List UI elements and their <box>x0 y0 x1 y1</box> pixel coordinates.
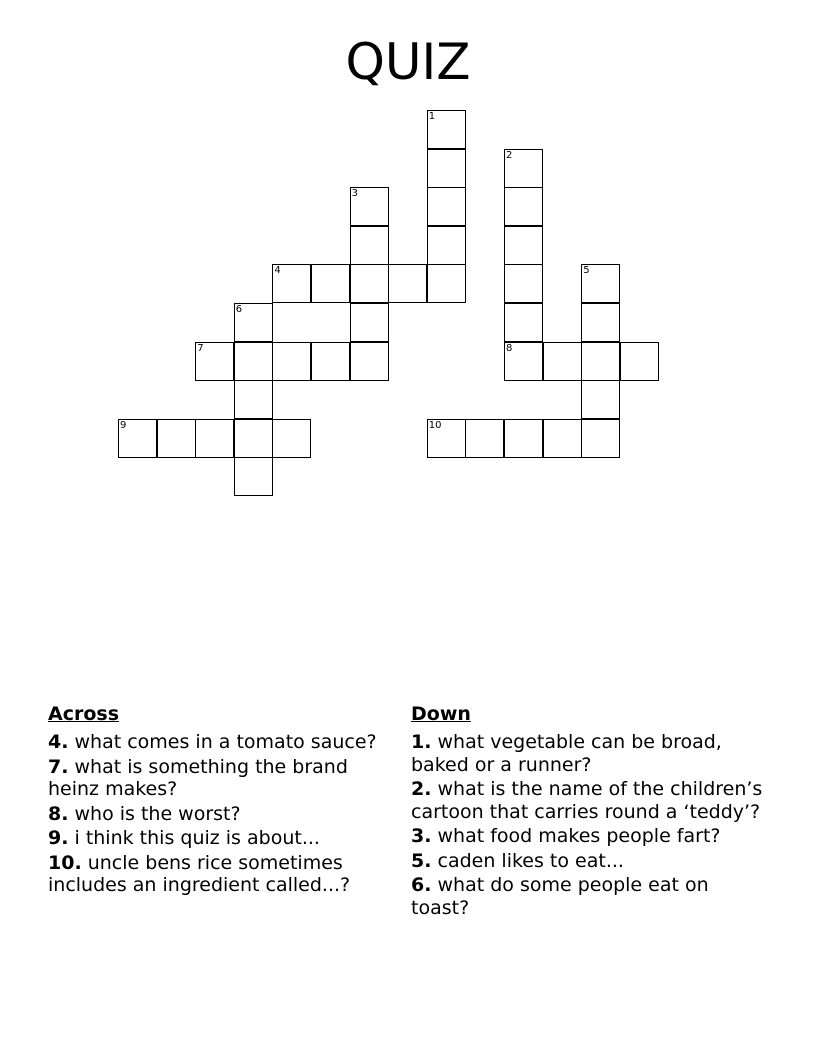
grid-cell[interactable] <box>581 380 620 419</box>
clue-down-6 <box>411 874 771 919</box>
clue-down-3 <box>411 825 771 848</box>
grid-cell[interactable] <box>234 457 273 496</box>
puzzle-title: QUIZ <box>345 33 471 91</box>
grid-cell[interactable] <box>350 264 389 303</box>
cell-number: 7 <box>197 342 204 354</box>
clue-text: uncle bens rice sometimes includes an ingredient called...? <box>48 851 351 896</box>
grid-cell[interactable] <box>504 264 543 303</box>
clue-down-2 <box>411 778 771 823</box>
grid-cell[interactable] <box>504 149 543 188</box>
clue-number: 9. <box>48 827 69 849</box>
grid-cell[interactable] <box>465 419 504 458</box>
grid-cell[interactable] <box>504 342 543 381</box>
grid-cell[interactable] <box>504 419 543 458</box>
cell-number: 3 <box>351 188 358 200</box>
grid-cell[interactable] <box>504 303 543 342</box>
clue-text: what food makes people fart? <box>437 825 721 847</box>
clue-number: 8. <box>48 802 69 825</box>
grid-cell[interactable] <box>311 342 350 381</box>
cell-number: 4 <box>274 265 281 277</box>
grid-cell[interactable] <box>427 149 466 188</box>
cell-number: 8 <box>506 342 513 354</box>
grid-cell[interactable] <box>427 226 466 265</box>
clue-number: 10. <box>48 851 82 874</box>
clue-number: 1. <box>411 731 432 753</box>
clue-number: 3. <box>411 825 432 847</box>
grid-cell[interactable] <box>350 303 389 342</box>
clue-text: caden likes to eat... <box>437 849 624 872</box>
grid-cell[interactable] <box>581 303 620 342</box>
cell-number: 9 <box>120 419 127 431</box>
clue-down-1 <box>411 731 771 776</box>
clue-across-4 <box>48 731 388 754</box>
grid-cell[interactable] <box>388 264 427 303</box>
grid-cell[interactable] <box>234 303 273 342</box>
grid-cell[interactable] <box>620 342 659 381</box>
grid-cell[interactable] <box>234 419 273 458</box>
clue-number: 5. <box>411 849 432 872</box>
clue-across-8 <box>48 803 388 826</box>
clue-across-9 <box>48 827 388 850</box>
grid-cell[interactable] <box>234 380 273 419</box>
clue-text: i think this quiz is about... <box>74 827 320 849</box>
cell-number: 6 <box>235 304 243 315</box>
grid-cell[interactable] <box>195 342 234 381</box>
cell-number: 10 <box>428 419 442 431</box>
grid-cell[interactable] <box>195 419 234 458</box>
grid-cell[interactable] <box>272 264 311 303</box>
grid-cell[interactable] <box>234 342 273 381</box>
grid-cell[interactable] <box>427 187 466 226</box>
clue-text: what is something the brand heinz makes? <box>48 755 348 800</box>
clue-text: what do some people eat on toast? <box>411 874 709 919</box>
grid-cell[interactable] <box>581 419 620 458</box>
clue-across-7 <box>48 756 388 801</box>
clue-number: 6. <box>411 874 432 896</box>
clue-text: what vegetable can be broad, baked or a runner? <box>411 731 722 776</box>
grid-cell[interactable] <box>118 419 157 458</box>
grid-cell[interactable] <box>350 342 389 381</box>
grid-cell[interactable] <box>427 110 466 149</box>
clue-text: what is the name of the children’s cartoon that carries round a ‘teddy’? <box>411 778 763 823</box>
down-clues <box>411 702 771 921</box>
crossword-grid <box>0 0 816 520</box>
grid-cell[interactable] <box>311 264 350 303</box>
grid-cell[interactable] <box>504 226 543 265</box>
grid-cell[interactable] <box>581 342 620 381</box>
down-heading: Down <box>411 703 471 725</box>
clue-down-5 <box>411 850 771 873</box>
clue-number: 4. <box>48 731 69 753</box>
grid-cell[interactable] <box>581 264 620 303</box>
across-heading: Across <box>48 703 120 725</box>
grid-cell[interactable] <box>272 419 311 458</box>
clue-number: 7. <box>48 755 69 778</box>
grid-cell[interactable] <box>543 342 582 381</box>
cell-number: 1 <box>428 111 436 122</box>
grid-cell[interactable] <box>157 419 196 458</box>
grid-cell[interactable] <box>504 187 543 226</box>
grid-cell[interactable] <box>543 419 582 458</box>
clue-text: what comes in a tomato sauce? <box>74 731 377 753</box>
grid-cell[interactable] <box>350 226 389 265</box>
cell-number: 2 <box>506 149 513 161</box>
grid-cell[interactable] <box>427 264 466 303</box>
cell-number: 5 <box>583 265 590 277</box>
grid-cell[interactable] <box>350 187 389 226</box>
clue-number: 2. <box>411 778 432 800</box>
clue-text: who is the worst? <box>74 802 241 825</box>
clue-across-10 <box>48 852 388 897</box>
grid-cell[interactable] <box>272 342 311 381</box>
across-clues <box>48 702 388 899</box>
grid-cell[interactable] <box>427 419 466 458</box>
